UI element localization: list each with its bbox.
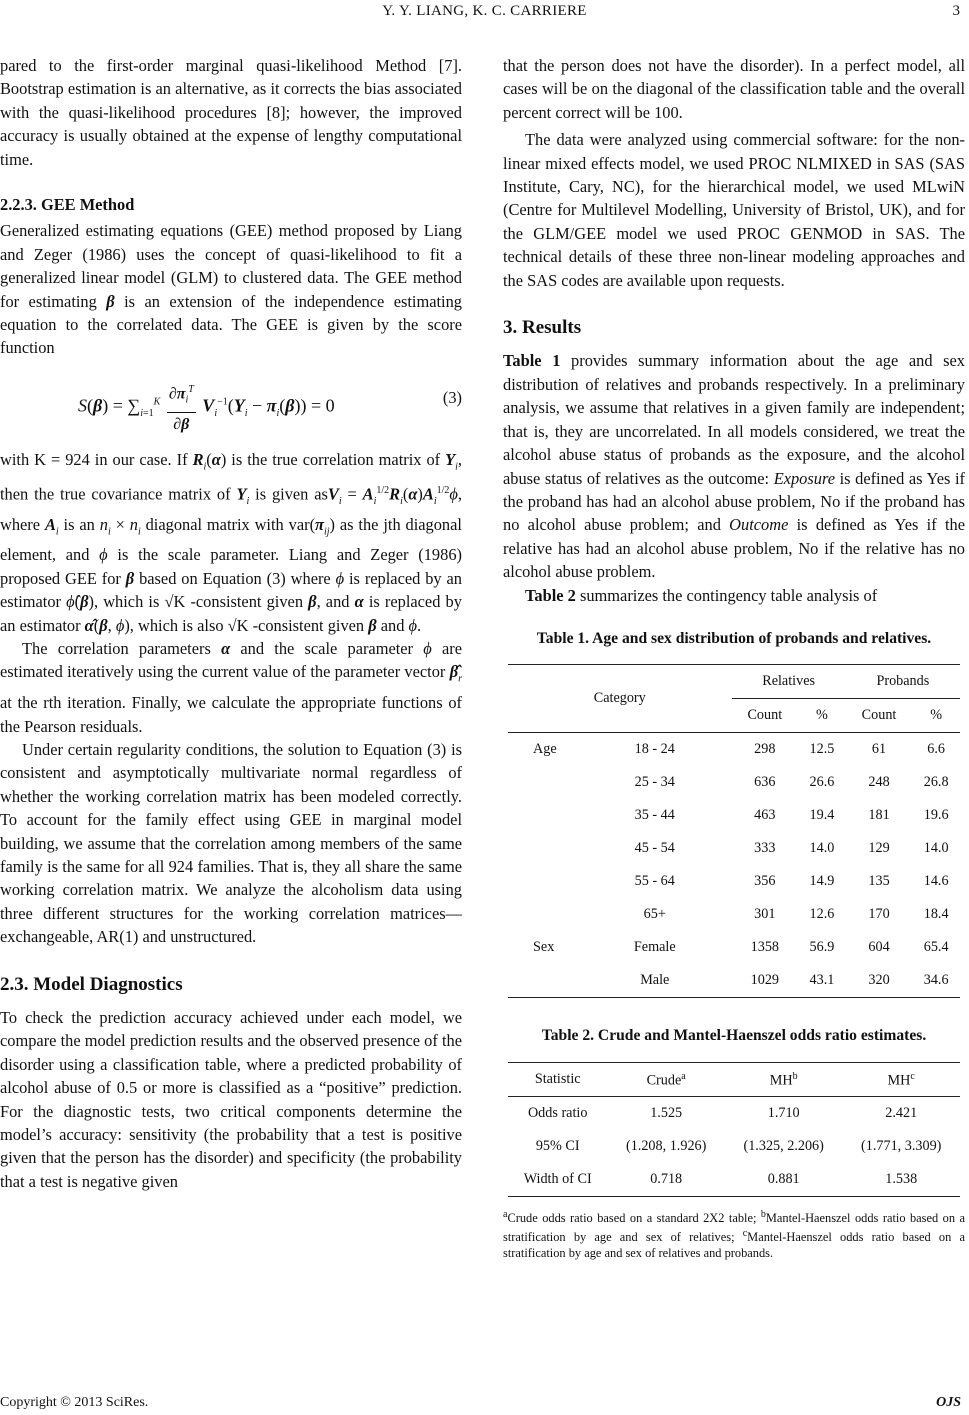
table-cell: (1.325, 2.206) [743, 1137, 824, 1154]
header-mh-c: $MH^c$ [842, 1062, 960, 1096]
table-cell: 1358 [750, 939, 779, 956]
table-row [508, 733, 960, 767]
table-cell: 636 [754, 774, 776, 791]
table-header-row [508, 665, 960, 699]
header-relatives-count: Count [732, 699, 799, 733]
paragraph-gee-intro: Generalized estimating equations (GEE) method proposed by Liang and Zeger (1986) uses the concept of quasi-likelihood to fit a generalized linear model (GLM) to clustered data. The GEE method for estimating β is an extension of the independence estimating equation to the correlated data. The GEE is given by the score function [0, 221, 462, 358]
table-row [508, 964, 960, 998]
table-cell: 181 [868, 807, 890, 824]
equation-number: (3) [442, 387, 462, 407]
section-heading-model-diagnostics: 2.3. Model Diagnostics [0, 973, 183, 995]
table1-age-sex-distribution [508, 664, 960, 998]
table-cell: 26.8 [923, 774, 949, 791]
table-row [508, 832, 960, 865]
table-cell: 14.9 [809, 873, 835, 890]
table-cell [508, 964, 578, 998]
table-cell: 65.4 [923, 939, 949, 956]
page-number: 3 [952, 3, 960, 19]
table-cell: 298 [754, 741, 776, 758]
table-row [508, 766, 960, 799]
table-cell: Odds ratio [527, 1104, 588, 1121]
running-header [0, 0, 969, 30]
table-row [508, 799, 960, 832]
paragraph-software: The data were analyzed using commercial software: for the non-linear mixed effects model, we used PROC NLMIXED in SAS (SAS Institute, Cary, NC), for the hierarchical model, we used MLwiN (Centre for Multilevel Modelling, University of Bristol, UK), and for the GLM/GEE model we used PROC GENMOD in SAS. The technical details of these three non-linear modeling approaches and the SAS codes are available upon requests. [503, 130, 965, 290]
table-cell: 301 [754, 906, 776, 923]
copyright-notice: Copyright © 2013 SciRes. [0, 1395, 149, 1410]
table-cell: 135 [868, 873, 890, 890]
equation-3 [0, 368, 462, 440]
table-cell: 356 [754, 873, 776, 890]
paragraph-classification: that the person does not have the disorder). In a perfect model, all cases will be on the diagonal of the classification table and the overall percent correct will be 100. [503, 56, 965, 122]
table-header-row [508, 1062, 960, 1096]
table-row [508, 1163, 960, 1197]
table-cell: 248 [868, 774, 890, 791]
table-cell: 12.6 [809, 906, 835, 923]
table-cell: 65+ [643, 906, 666, 923]
table-cell: 56.9 [809, 939, 835, 956]
table2-footnote: $^a$Crude odds ratio based on a standard 2X2 table; $^b$Mantel-Haenszel odds ratio based on a stratification by age and sex of relatives; $^c$Mantel-Haenszel odds ratio based on a stratification by age and sex of relatives and probands. [503, 1208, 965, 1260]
table-cell: 320 [868, 972, 890, 989]
table-cell: 333 [754, 840, 776, 857]
table-cell [508, 898, 578, 931]
table1-caption: Table 1. Age and sex distribution of probands and relatives. [536, 629, 932, 647]
table-cell: 26.6 [809, 774, 835, 791]
table-cell: 95% CI [535, 1137, 580, 1154]
table-cell: (1.771, 3.309) [861, 1137, 942, 1154]
table-cell: 1029 [750, 972, 779, 989]
paragraph-gee-details: with K = 924 in our case. If $R_i(\alpha)$ is the true correlation matrix of $Y_i$, then the true covariance matrix of $Y_i$ is given $asV_i = A_i^{1/2}R_i(\alpha)A_i^{1/2}\phi$, where $A_i$ is an $n_i \times n_i$ diagonal matrix with $var(\pi_{ij})$ as the jth diagonal element, and ϕ is the scale parameter. Liang and Zeger (1986) proposed GEE for β based on Equation (3) where ϕ is replaced by an estimator ϕ̂(β), which is √K -consistent given β, and α is replaced by an estimator α̂(β, ϕ), which is also √K -consistent given β and ϕ. [0, 449, 463, 635]
table-cell: 45 - 54 [634, 840, 675, 857]
table-cell: (1.208, 1.926) [625, 1137, 707, 1154]
table-cell: 25 - 34 [634, 774, 675, 791]
header-relatives-pct: % [798, 699, 846, 733]
table-cell: 0.881 [767, 1170, 800, 1187]
table-cell: 14.6 [923, 873, 949, 890]
table2-caption: Table 2. Crude and Mantel-Haenszel odds ratio estimates. [541, 1027, 927, 1045]
header-probands-pct: % [912, 699, 960, 733]
table-cell: 170 [868, 906, 890, 923]
paragraph-correlation-parameters: The correlation parameters α and the scale parameter ϕ are estimated iteratively using the current value of the parameter vector $\betâ_r$ at the rth iteration. Finally, we calculate the appropriate functions of the Pearson residuals. [0, 639, 462, 736]
journal-abbreviation: OJS [936, 1395, 961, 1410]
header-crude: Crude$^a$ [607, 1062, 725, 1096]
table-row [508, 931, 960, 964]
table-cell: 129 [868, 840, 890, 857]
table-cell [508, 865, 578, 898]
paragraph-diagnostics: To check the prediction accuracy achieved under each model, we compare the model prediction results and the observed presence of the disorder using a classification table, where a predicted probability of alcohol abuse of 0.5 or more is classified as a “positive” prediction. For the diagnostic tests, two critical components determine the model’s accuracy: sensitivity (the probability that a test is positive given that the person has the disorder) and specificity (the probability that a test is negative given [0, 1008, 462, 1191]
table-cell: 19.4 [809, 807, 835, 824]
section-heading-results: 3. Results [503, 317, 582, 339]
table-cell: Female [633, 939, 676, 956]
paragraph-regularity: Under certain regularity conditions, the solution to Equation (3) is consistent and asymptotically multivariate normal regardless of whether the working correlation matrix has been modeled correctly. To account for the family effect using GEE in marginal model building, we assume that the correlation among members of the same family is the same for all 924 families. That is, they all share the same working correlation matrix. We analyze the alcoholism data using three different structures for the working correlation matrices—exchangeable, AR(1) and unstructured. [0, 739, 462, 947]
table-cell: Male [640, 972, 670, 989]
header-mh-b: $MH^b$ [725, 1062, 843, 1096]
table-cell: 61 [871, 741, 887, 758]
header-category: Category [508, 665, 732, 733]
paragraph-bootstrap: pared to the first-order marginal quasi-likelihood Method [7]. Bootstrap estimation is an alternative, as it corrects the bias associated with the quasi-likelihood procedures [8]; however, the improved accuracy is usually obtained at the expense of lengthy computational time. [0, 56, 462, 169]
header-probands: Probands [846, 665, 960, 699]
running-header-authors: Y. Y. LIANG, K. C. CARRIERE [382, 3, 587, 19]
table-row [508, 898, 960, 931]
table-cell: 1.525 [650, 1104, 683, 1121]
table-cell: 463 [754, 807, 776, 824]
table-cell: 1.710 [767, 1104, 800, 1121]
table-cell: 6.6 [927, 741, 946, 758]
table-cell [508, 766, 578, 799]
table-cell: 2.421 [885, 1104, 918, 1121]
table-cell: 604 [868, 939, 890, 956]
table-cell: 19.6 [923, 807, 949, 824]
table-cell: Sex [533, 939, 555, 956]
table-cell: 12.5 [809, 741, 835, 758]
table-cell [508, 832, 578, 865]
header-statistic: Statistic [508, 1062, 607, 1096]
table-cell: Age [533, 741, 557, 758]
table-cell: Width of CI [523, 1170, 592, 1187]
table-cell: 14.0 [809, 840, 835, 857]
table-cell: 34.6 [923, 972, 949, 989]
table-cell: 0.718 [650, 1170, 683, 1187]
table-row [508, 1096, 960, 1130]
header-probands-count: Count [846, 699, 913, 733]
table-cell: 18.4 [923, 906, 949, 923]
table2-odds-ratio-estimates [508, 1062, 960, 1197]
table-row [508, 1130, 960, 1163]
section-heading-gee: 2.2.3. GEE Method [0, 195, 135, 215]
table-cell: 14.0 [923, 840, 949, 857]
paragraph-table2-summary: Table 2 summarizes the contingency table analysis of [525, 585, 878, 605]
table-cell: 43.1 [809, 972, 835, 989]
table-cell: 35 - 44 [634, 807, 675, 824]
table-cell [508, 799, 578, 832]
header-relatives: Relatives [732, 665, 846, 699]
table-cell: 18 - 24 [634, 741, 675, 758]
paragraph-table1-summary: Table 1 provides summary information about the age and sex distribution of relatives and probands respectively. In a preliminary analysis, we assume that relatives in a given family are independent; that is, they are uncorrelated. In all models considered, we treat the alcohol abuse status of probands as the exposure, and the alcohol abuse status of relatives as the outcome: Exposure is defined as Yes if the proband has had an alcohol abuse problem, No if the proband has no alcohol abuse problem; and Outcome is defined as Yes if the relative has had an alcohol abuse problem, No if the relative has no alcohol abuse problem. [503, 351, 965, 582]
table-cell: 1.538 [885, 1170, 918, 1187]
table-row [508, 865, 960, 898]
left-column [0, 54, 462, 1193]
score-function-formula: $S(\beta) = \sum_{i=1}^K$ $\frac{\partial\pi_i^T}{\partial\beta}$ $V_i^{-1}(Y_i - \pi_i(\beta)) = 0$ [78, 378, 335, 436]
table-cell: 55 - 64 [634, 873, 675, 890]
right-column [503, 54, 965, 1261]
